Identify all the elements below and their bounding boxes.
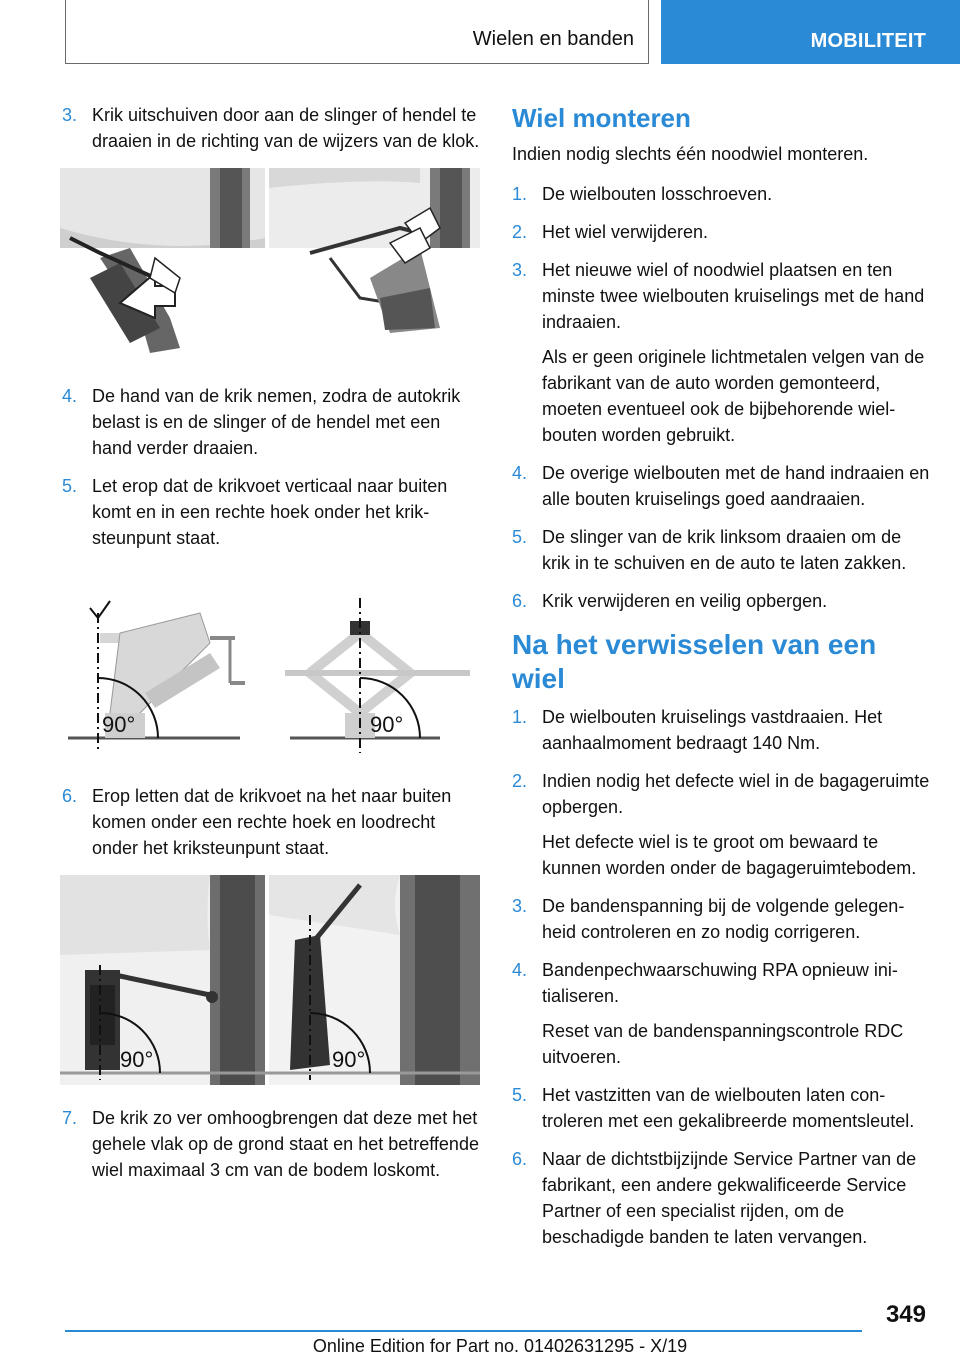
list-item — [512, 219, 932, 245]
list-item-note: Als er geen originele lichtmetalen velgen van de fabrikant van de auto worden gemonteerd, moeten eventueel ook de bijbehorende wielbouten worden gebruikt. — [542, 347, 925, 445]
list-item-number: 3. — [512, 896, 528, 916]
list-item-text: Naar de dichtstbijzijnde Service Partner van de fabrikant, een andere gekwalificeerde Service Partner of een specialist rijden, om de beschadigde banden te laten vervangen. — [542, 1149, 917, 1247]
list-item-number: 4. — [512, 960, 528, 980]
angle-label: 90° — [102, 712, 136, 737]
list-item-text: Krik verwijderen en veilig opbergen. — [542, 591, 828, 611]
list-item-number: 6. — [512, 1149, 528, 1169]
list-item — [62, 473, 482, 551]
list-item — [512, 893, 932, 945]
list-item-number: 6. — [62, 786, 78, 806]
list-item-number: 4. — [62, 386, 78, 406]
page-number: 349 — [885, 1301, 926, 1328]
list-item-text: De bandenspanning bij de volgende gelegenheid controleren en zo nodig corrigeren. — [542, 896, 905, 942]
angle-label: 90° — [370, 712, 404, 737]
list-item — [512, 1146, 932, 1250]
list-item — [512, 704, 932, 756]
list-item — [62, 1105, 482, 1183]
steps-group — [62, 1105, 482, 1183]
list-item — [512, 768, 932, 881]
figure-jack-placed — [60, 875, 480, 1085]
list-item-number: 1. — [512, 184, 528, 204]
list-item-note: Reset van de bandenspanningscontrole RDC uitvoeren. — [542, 1021, 904, 1067]
footer-divider — [65, 1330, 862, 1332]
list-item-number: 3. — [62, 105, 78, 125]
list-item — [512, 460, 932, 512]
list-item-text: De wielbouten losschroeven. — [542, 184, 773, 204]
steps-group — [62, 783, 482, 861]
list-item-text: De hand van de krik nemen, zodra de autokrik belast is en de slinger of de hendel met een hand verder draaien. — [92, 386, 461, 458]
list-item-number: 5. — [512, 527, 528, 547]
list-item-number: 6. — [512, 591, 528, 611]
list-item — [512, 1082, 932, 1134]
header-section-box — [65, 0, 649, 64]
list-item-number: 3. — [512, 260, 528, 280]
list-item-text: Het wiel verwijderen. — [542, 222, 709, 242]
list-item — [62, 383, 482, 461]
section-heading-na-verwisselen: Na het verwisselen van een wiel — [512, 629, 877, 694]
list-item — [62, 102, 482, 154]
list-item — [512, 588, 932, 614]
list-item-text: De slinger van de krik linksom draaien om de krik in te schuiven en de auto te laten zakken. — [542, 527, 907, 573]
section-heading-wiel-monteren: Wiel monteren — [512, 103, 691, 133]
right-column — [512, 102, 932, 1262]
list-item-number: 4. — [512, 463, 528, 483]
list-item-text: Het nieuwe wiel of noodwiel plaatsen en ten minste twee wielbouten kruiselings met de hand indraaien. — [542, 260, 925, 332]
steps-group — [512, 704, 932, 1250]
list-item — [62, 783, 482, 861]
list-item-text: De krik zo ver omhoogbrengen dat deze met het gehele vlak op de grond staat en het betreffende wiel maximaal 3 cm van de bodem loskomt. — [92, 1108, 479, 1180]
list-item — [512, 957, 932, 1070]
list-item-text: Krik uitschuiven door aan de slinger of hendel te draaien in de richting van de wijzers van de klok. — [92, 105, 480, 151]
footer-edition: Online Edition for Part no. 01402631295 - X/19 — [312, 1336, 688, 1356]
list-item-note: Het defecte wiel is te groot om bewaard te kunnen worden onder de bagageruimtebodem. — [542, 832, 917, 878]
list-item-number: 5. — [512, 1085, 528, 1105]
section-intro: Indien nodig slechts één noodwiel monteren. — [512, 144, 869, 164]
list-item — [512, 181, 932, 207]
list-item-number: 2. — [512, 222, 528, 242]
figure-jack-angle — [60, 593, 480, 763]
figure-jack-extend — [60, 168, 480, 363]
list-item-number: 1. — [512, 707, 528, 727]
steps-group — [512, 181, 932, 614]
list-item-number: 7. — [62, 1108, 78, 1128]
photo-left — [60, 875, 265, 1085]
list-item-number: 2. — [512, 771, 528, 791]
list-item — [512, 524, 932, 576]
angle-label: 90° — [120, 1047, 154, 1072]
list-item-text: De wielbouten kruiselings vastdraaien. Het aanhaalmoment bedraagt 140 Nm. — [542, 707, 883, 753]
list-item-text: Het vastzitten van de wielbouten laten controleren met een gekalibreerde momentsleutel. — [542, 1085, 915, 1131]
list-item-text: De overige wielbouten met de hand indraaien en alle bouten kruiselings goed aandraaien. — [542, 463, 930, 509]
section-title: Wielen en banden — [472, 28, 634, 50]
list-item-text: Let erop dat de krikvoet verticaal naar buiten komt en in een rechte hoek onder het kriksteunpunt staat. — [92, 476, 448, 548]
left-column — [62, 102, 482, 1195]
list-item-text: Bandenpechwaarschuwing RPA opnieuw initialiseren. — [542, 960, 898, 1006]
angle-label: 90° — [332, 1047, 366, 1072]
steps-group — [62, 102, 482, 154]
list-item-number: 5. — [62, 476, 78, 496]
list-item — [512, 257, 932, 448]
chapter-tab[interactable] — [661, 0, 960, 64]
photo-right — [260, 875, 480, 1085]
steps-group — [62, 383, 482, 551]
list-item-text: Erop letten dat de krikvoet na het naar buiten komen onder een rechte hoek en loodrecht onder het kriksteunpunt staat. — [92, 786, 452, 858]
chapter-tab-label: MOBILITEIT — [810, 30, 926, 52]
list-item-text: Indien nodig het defecte wiel in de bagageruimte opbergen. — [542, 771, 930, 817]
